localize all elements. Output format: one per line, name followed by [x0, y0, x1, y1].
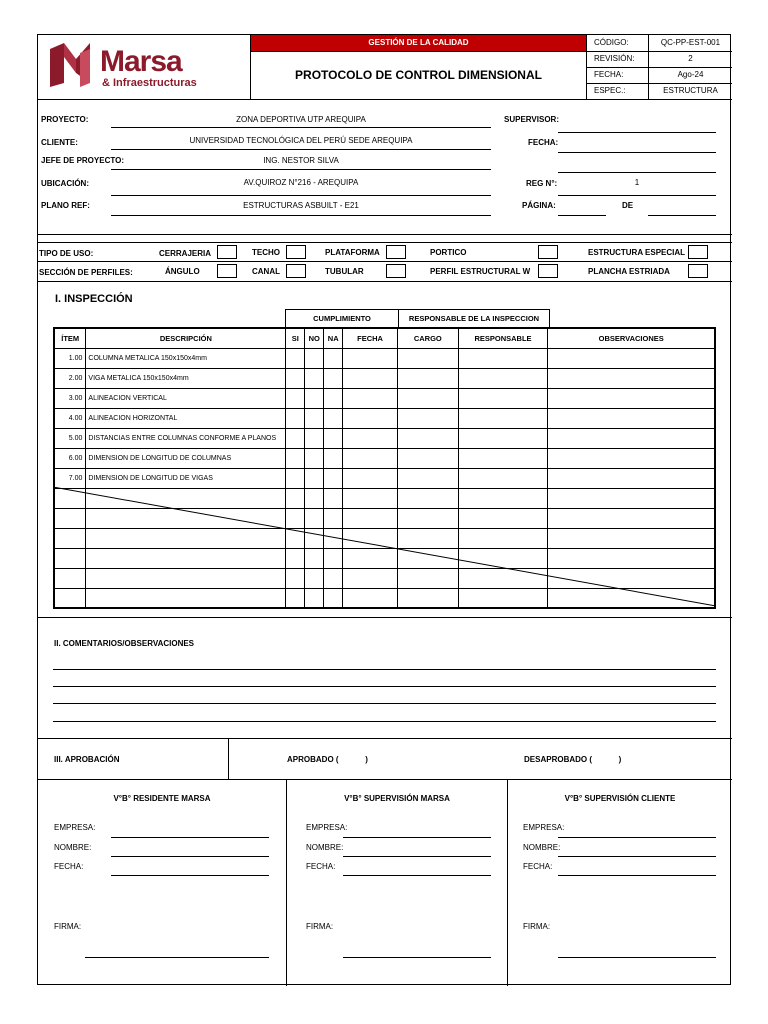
meta-date-label: FECHA:: [594, 70, 624, 79]
ubicacion-value: AV.QUIROZ N°216 - AREQUIPA: [243, 178, 359, 187]
uso-checkbox-portico[interactable]: [538, 245, 558, 259]
na-cell[interactable]: [324, 408, 343, 428]
logo-text: Marsa: [100, 45, 182, 78]
meta-revision-value: 2: [688, 54, 693, 63]
perfil-checkbox-w[interactable]: [538, 264, 558, 278]
cargo-cell[interactable]: [397, 388, 458, 408]
fecha-label: FECHA:: [54, 862, 84, 871]
uso-option-plataforma: PLATAFORMA: [325, 248, 380, 257]
group-responsable-label: RESPONSABLE DE LA INSPECCION: [408, 314, 540, 323]
jefe-value: ING. NESTOR SILVA: [263, 156, 339, 165]
aprobado-option[interactable]: APROBADO ( ): [287, 755, 368, 764]
fecha-field[interactable]: [111, 875, 269, 876]
cliente-label: CLIENTE:: [41, 138, 78, 147]
group-cumplimiento-label: CUMPLIMIENTO: [313, 314, 371, 323]
no-cell[interactable]: [305, 388, 324, 408]
header-fecha: FECHA: [343, 328, 398, 348]
fecha-cell[interactable]: [343, 448, 398, 468]
no-cell[interactable]: [305, 368, 324, 388]
signature-title: V°B° RESIDENTE MARSA: [113, 794, 211, 803]
cargo-cell[interactable]: [397, 348, 458, 368]
observaciones-cell[interactable]: [548, 468, 715, 488]
proyecto-label: PROYECTO:: [41, 115, 89, 124]
perfil-option-estriada: PLANCHA ESTRIADA: [588, 267, 670, 276]
responsable-cell[interactable]: [458, 368, 548, 388]
table-row: [54, 408, 715, 428]
signature-title: V°B° SUPERVISIÓN CLIENTE: [564, 794, 676, 803]
firma-field[interactable]: [85, 957, 269, 958]
table-row: [54, 468, 715, 488]
cliente-value: UNIVERSIDAD TECNOLÓGICA DEL PERÚ SEDE AREQUIPA: [189, 136, 413, 145]
description-cell: DISTANCIAS ENTRE COLUMNAS CONFORME A PLANOS: [86, 428, 286, 448]
empresa-label: EMPRESA:: [306, 823, 348, 832]
signature-block-residente: [38, 779, 286, 986]
nombre-field[interactable]: [111, 856, 269, 857]
de-label: DE: [622, 201, 634, 210]
cargo-cell[interactable]: [397, 408, 458, 428]
comentarios-title: II. COMENTARIOS/OBSERVACIONES: [54, 639, 195, 648]
responsable-cell[interactable]: [458, 468, 548, 488]
perfil-option-angulo: ÁNGULO: [165, 267, 200, 276]
nombre-field[interactable]: [343, 856, 491, 857]
item-cell: 2.00: [54, 368, 86, 388]
perfil-option-w: PERFIL ESTRUCTURAL W: [430, 267, 531, 276]
no-cell[interactable]: [305, 348, 324, 368]
logo-subtext: & Infraestructuras: [102, 77, 197, 89]
cargo-cell[interactable]: [397, 468, 458, 488]
fecha-label: FECHA:: [528, 138, 559, 147]
fecha-cell[interactable]: [343, 348, 398, 368]
na-cell[interactable]: [324, 428, 343, 448]
inspeccion-title: I. INSPECCIÓN: [55, 293, 133, 305]
uso-checkbox-cerrajeria[interactable]: [217, 245, 237, 259]
pagina-label: PÁGINA:: [522, 201, 556, 210]
na-cell[interactable]: [324, 348, 343, 368]
observaciones-cell[interactable]: [548, 448, 715, 468]
header-responsable: RESPONSABLE: [458, 328, 548, 348]
plano-value: ESTRUCTURAS ASBUILT - E21: [243, 201, 359, 210]
uso-option-portico: PORTICO: [430, 248, 467, 257]
quality-banner: GESTIÓN DE LA CALIDAD: [251, 35, 586, 51]
comment-line[interactable]: [53, 721, 716, 722]
comment-line[interactable]: [53, 669, 716, 670]
si-cell[interactable]: [286, 468, 305, 488]
description-cell: COLUMNA METALICA 150x150x4mm: [86, 348, 286, 368]
cargo-cell[interactable]: [397, 428, 458, 448]
responsable-cell[interactable]: [458, 348, 548, 368]
page-title: PROTOCOLO DE CONTROL DIMENSIONAL: [295, 68, 542, 82]
empresa-label: EMPRESA:: [54, 823, 96, 832]
perfiles-label: SECCIÓN DE PERFILES:: [39, 268, 133, 277]
empresa-field[interactable]: [111, 837, 269, 838]
item-cell: 7.00: [54, 468, 86, 488]
uso-checkbox-especial[interactable]: [688, 245, 708, 259]
table-row: [54, 448, 715, 468]
meta-spec-value: ESTRUCTURA: [663, 86, 718, 95]
header-na: NA: [324, 328, 343, 348]
header-descripcion: DESCRIPCIÓN: [86, 328, 286, 348]
firma-field[interactable]: [558, 957, 716, 958]
table-row: [54, 368, 715, 388]
firma-label: FIRMA:: [54, 922, 82, 931]
table-row: [54, 348, 715, 368]
meta-revision-label: REVISIÓN:: [594, 54, 635, 63]
na-cell[interactable]: [324, 468, 343, 488]
fecha-label: FECHA:: [306, 862, 336, 871]
si-cell[interactable]: [286, 428, 305, 448]
perfil-checkbox-tubular[interactable]: [386, 264, 406, 278]
responsable-cell[interactable]: [458, 448, 548, 468]
supervisor-label: SUPERVISOR:: [504, 115, 559, 124]
cargo-cell[interactable]: [397, 368, 458, 388]
uso-label: TIPO DE USO:: [39, 249, 94, 258]
na-cell[interactable]: [324, 388, 343, 408]
comment-line[interactable]: [53, 686, 716, 687]
header-si: SI: [286, 328, 305, 348]
table-row: [54, 428, 715, 448]
item-cell: 5.00: [54, 428, 86, 448]
na-cell[interactable]: [324, 368, 343, 388]
item-cell: 6.00: [54, 448, 86, 468]
observaciones-cell[interactable]: [548, 368, 715, 388]
proyecto-value: ZONA DEPORTIVA UTP AREQUIPA: [236, 115, 366, 124]
description-cell: ALINEACION HORIZONTAL: [86, 408, 286, 428]
firma-label: FIRMA:: [523, 922, 551, 931]
table-row: [54, 388, 715, 408]
firma-label: FIRMA:: [306, 922, 334, 931]
no-cell[interactable]: [305, 408, 324, 428]
si-cell[interactable]: [286, 368, 305, 388]
perfil-checkbox-estriada[interactable]: [688, 264, 708, 278]
perfil-option-tubular: TUBULAR: [325, 267, 364, 276]
fecha-field[interactable]: [343, 875, 491, 876]
nombre-label: NOMBRE:: [306, 843, 344, 852]
empresa-field[interactable]: [343, 837, 491, 838]
signature-block-supervision-cliente: [508, 779, 732, 986]
fecha-cell[interactable]: [343, 368, 398, 388]
cargo-cell[interactable]: [397, 448, 458, 468]
fecha-cell[interactable]: [343, 428, 398, 448]
meta-date-value: Ago-24: [677, 70, 704, 79]
protocol-form: [37, 34, 731, 985]
si-cell[interactable]: [286, 448, 305, 468]
table-header-row: [54, 328, 715, 348]
uso-checkbox-plataforma[interactable]: [386, 245, 406, 259]
item-cell: 4.00: [54, 408, 86, 428]
responsable-cell[interactable]: [458, 388, 548, 408]
description-cell: DIMENSION DE LONGITUD DE VIGAS: [86, 468, 286, 488]
fecha-cell[interactable]: [343, 408, 398, 428]
observaciones-cell[interactable]: [548, 388, 715, 408]
meta-code-value: QC-PP-EST-001: [660, 38, 721, 47]
nombre-label: NOMBRE:: [523, 843, 561, 852]
no-cell[interactable]: [305, 428, 324, 448]
na-cell[interactable]: [324, 448, 343, 468]
comment-line[interactable]: [53, 703, 716, 704]
company-logo: [46, 39, 246, 91]
observaciones-cell[interactable]: [548, 348, 715, 368]
signature-block-supervision-marsa: [287, 779, 507, 986]
description-cell: VIGA METALICA 150x150x4mm: [86, 368, 286, 388]
uso-checkbox-techo[interactable]: [286, 245, 306, 259]
empresa-label: EMPRESA:: [523, 823, 565, 832]
responsable-cell[interactable]: [458, 428, 548, 448]
nombre-field[interactable]: [558, 856, 716, 857]
marsa-logo-icon: [46, 39, 96, 89]
description-cell: ALINEACION VERTICAL: [86, 388, 286, 408]
jefe-label: JEFE DE PROYECTO:: [41, 156, 124, 165]
uso-option-especial: ESTRUCTURA ESPECIAL: [588, 248, 686, 257]
observaciones-cell[interactable]: [548, 408, 715, 428]
no-cell[interactable]: [305, 448, 324, 468]
header-item: ÍTEM: [54, 328, 86, 348]
no-cell[interactable]: [305, 468, 324, 488]
header-cargo: CARGO: [397, 328, 458, 348]
firma-field[interactable]: [343, 957, 491, 958]
fecha-field[interactable]: [558, 875, 716, 876]
fecha-cell[interactable]: [343, 468, 398, 488]
nombre-label: NOMBRE:: [54, 843, 92, 852]
fecha-cell[interactable]: [343, 388, 398, 408]
meta-code-label: CÓDIGO:: [594, 38, 629, 47]
observaciones-cell[interactable]: [548, 428, 715, 448]
item-cell: 3.00: [54, 388, 86, 408]
desaprobado-option[interactable]: DESAPROBADO ( ): [524, 755, 622, 764]
si-cell[interactable]: [286, 388, 305, 408]
uso-option-techo: TECHO: [252, 248, 280, 257]
cancel-diagonal-line: [53, 487, 716, 607]
uso-option-cerrajeria: CERRAJERIA: [159, 249, 212, 258]
aprobacion-title: III. APROBACIÓN: [54, 755, 120, 764]
empresa-field[interactable]: [558, 837, 716, 838]
perfil-checkbox-angulo[interactable]: [217, 264, 237, 278]
ubicacion-label: UBICACIÓN:: [41, 179, 89, 188]
description-cell: DIMENSION DE LONGITUD DE COLUMNAS: [86, 448, 286, 468]
reg-value: 1: [634, 178, 640, 187]
group-cumplimiento: [285, 309, 399, 327]
responsable-cell[interactable]: [458, 408, 548, 428]
header-observaciones: OBSERVACIONES: [548, 328, 715, 348]
header-no: NO: [305, 328, 324, 348]
group-responsable: [398, 309, 550, 327]
perfil-option-canal: CANAL: [252, 267, 280, 276]
item-cell: 1.00: [54, 348, 86, 368]
plano-label: PLANO REF:: [41, 201, 90, 210]
fecha-label: FECHA:: [523, 862, 553, 871]
reg-label: REG N°:: [526, 179, 558, 188]
perfil-checkbox-canal[interactable]: [286, 264, 306, 278]
si-cell[interactable]: [286, 408, 305, 428]
meta-spec-label: ESPEC.:: [594, 86, 626, 95]
signature-title: V°B° SUPERVISIÓN MARSA: [344, 794, 450, 803]
si-cell[interactable]: [286, 348, 305, 368]
